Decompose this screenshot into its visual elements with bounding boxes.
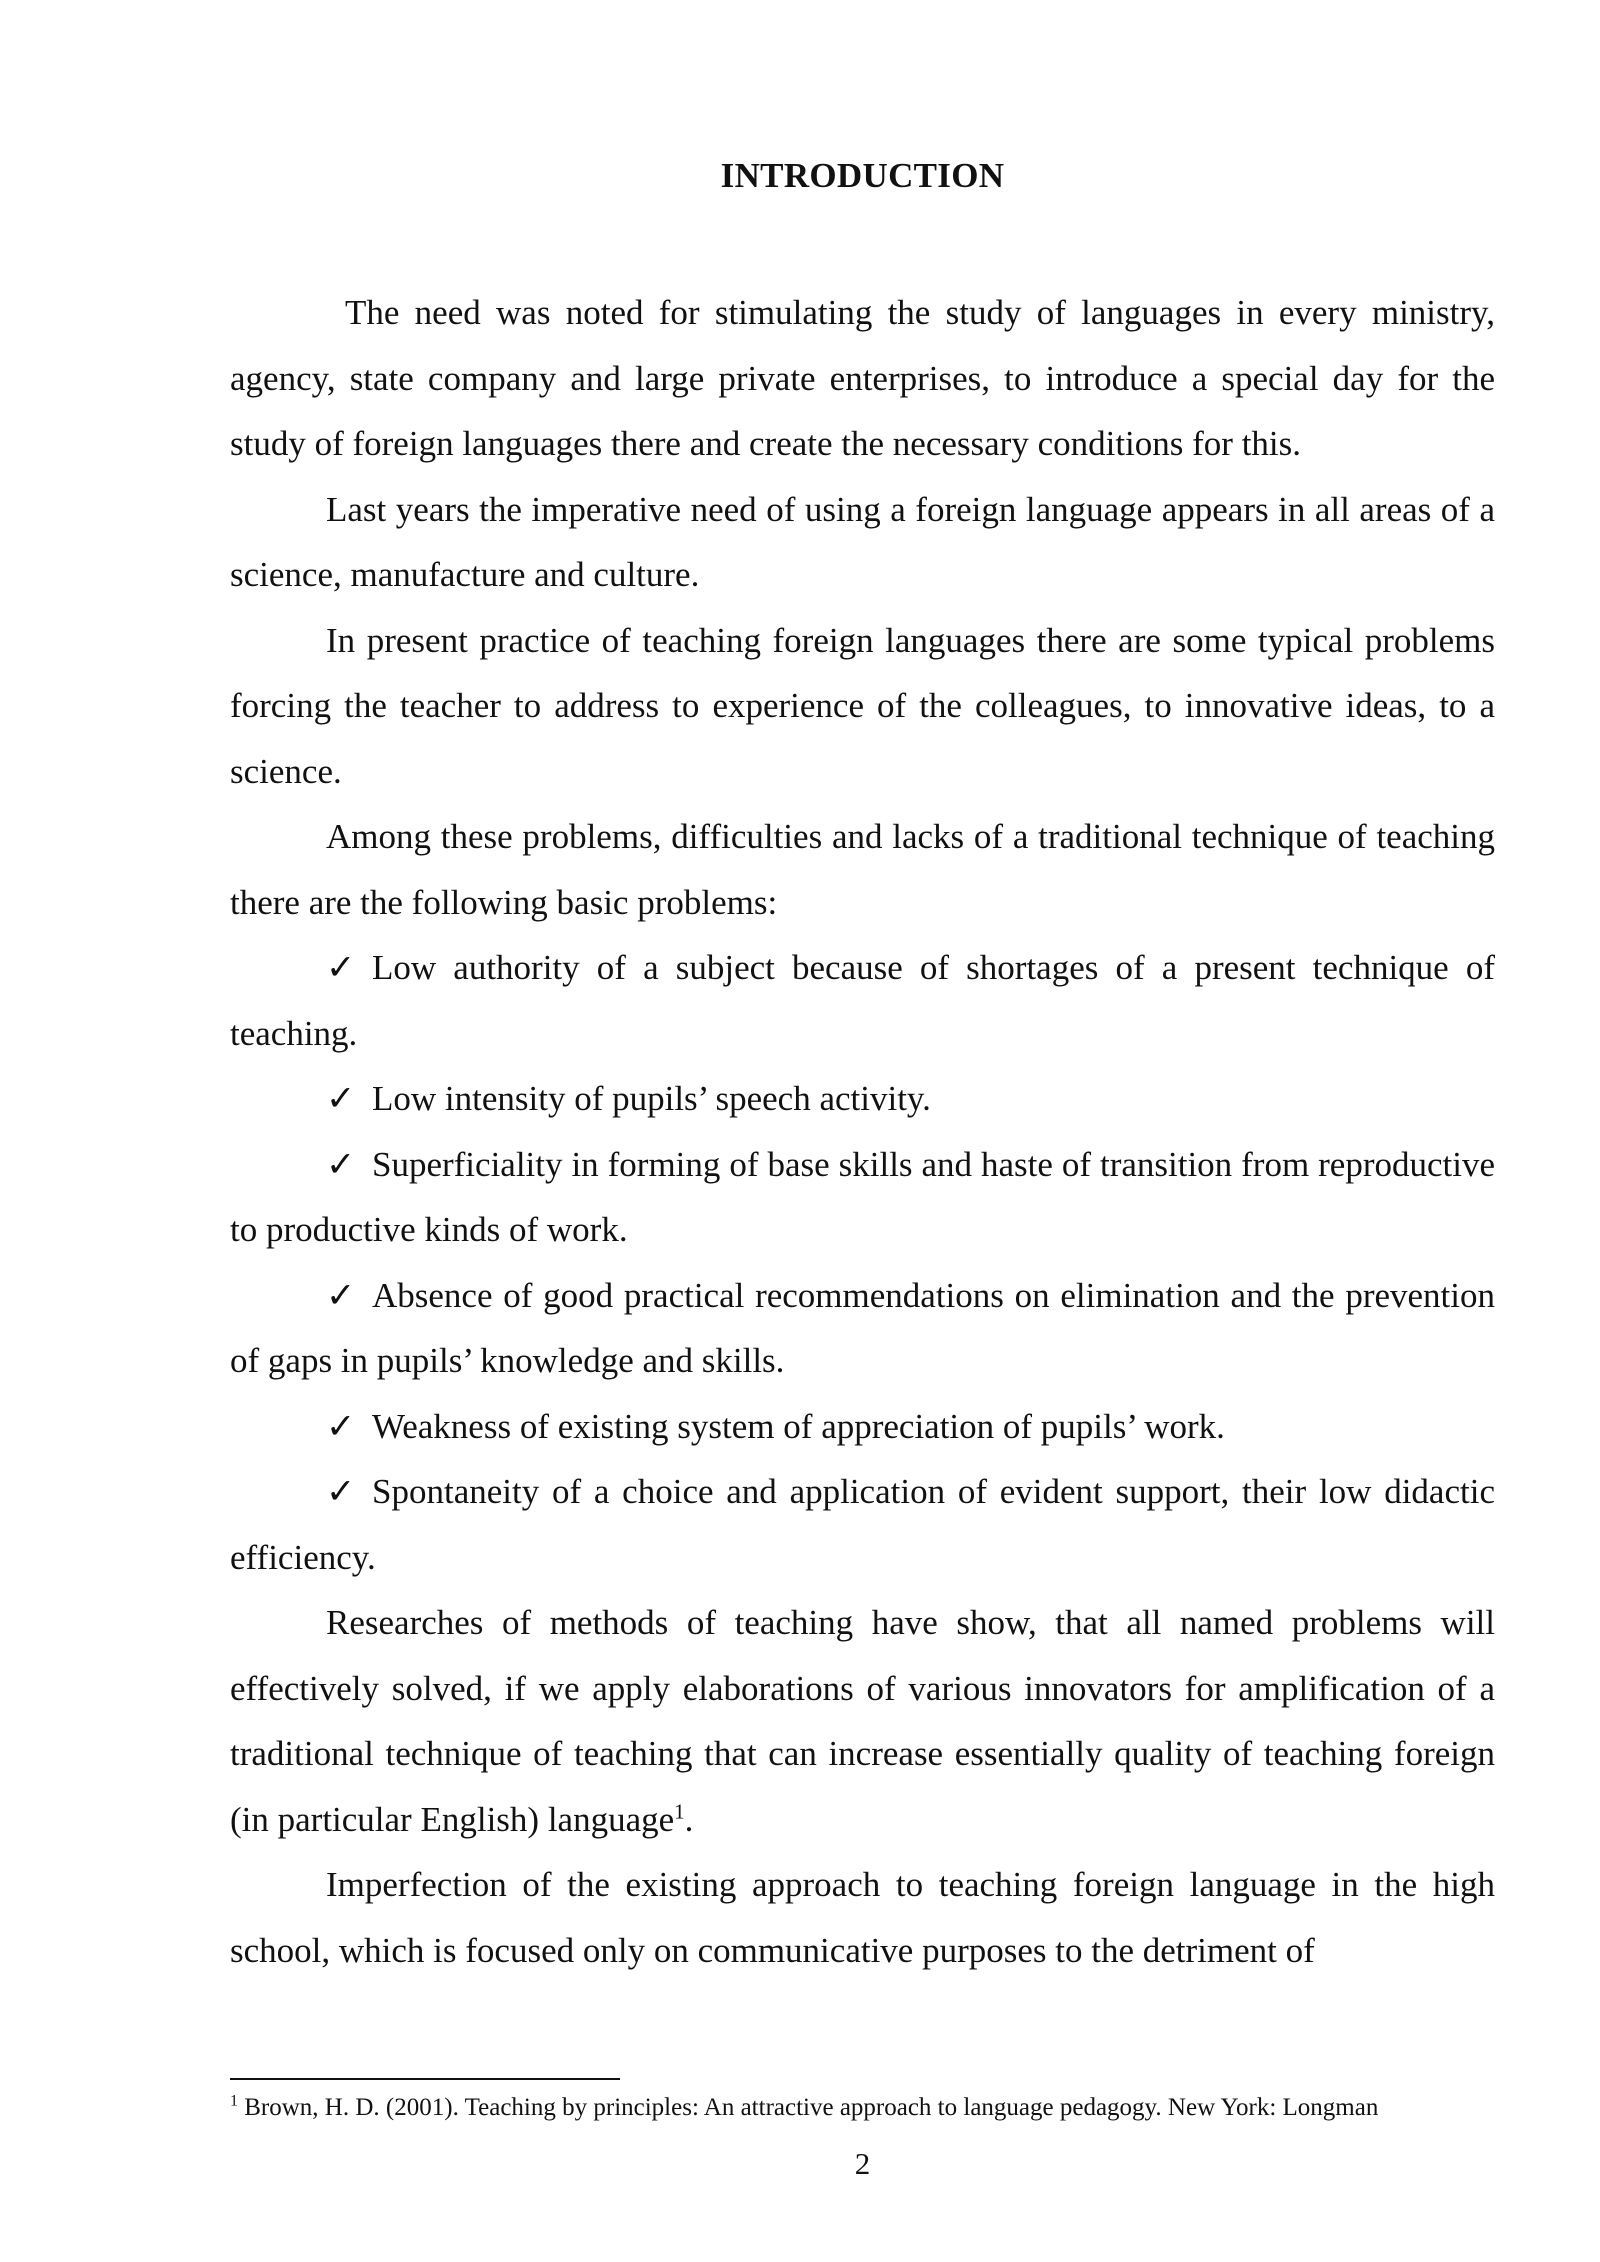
paragraph-3 [230, 608, 1495, 805]
checklist-item-3-text: Superficiality in forming of base skills and haste of transition from reproductive to productive kinds of work. [230, 1144, 1495, 1249]
paragraph-2 [230, 477, 1495, 608]
checklist-item-5 [230, 1394, 1495, 1460]
checkmark-icon: ✓ [326, 1275, 356, 1315]
checklist-item-5-text: Weakness of existing system of appreciation of pupils’ work. [372, 1406, 1225, 1446]
body-text [230, 280, 1495, 1983]
checklist-item-4-text: Absence of good practical recommendations on elimination and the prevention of gaps in pupils’ knowledge and skills. [230, 1275, 1495, 1380]
paragraph-1-text: The need was noted for stimulating the study of languages in every ministry, agency, state company and large private enterprises, to introduce a special day for the study of foreign languages there and create the necessary conditions for this. [230, 293, 1495, 463]
footnote [230, 2090, 1530, 2126]
paragraph-6 [230, 1852, 1495, 1983]
checklist-item-6 [230, 1459, 1495, 1590]
footnote-reference[interactable]: 1 [674, 1798, 685, 1823]
paragraph-5-end: . [684, 1799, 694, 1839]
checklist-item-2-text: Low intensity of pupils’ speech activity. [372, 1079, 931, 1118]
checklist-item-4 [230, 1263, 1495, 1394]
checklist-item-6-text: Spontaneity of a choice and application of evident support, their low didactic efficiency. [230, 1472, 1495, 1577]
checkmark-icon: ✓ [326, 1079, 356, 1118]
paragraph-4 [230, 804, 1495, 935]
paragraph-3-text: In present practice of teaching foreign languages there are some typical problems forcing the teacher to address to experience of the colleagues, to innovative ideas, to a science. [230, 620, 1495, 791]
checklist-item-2 [230, 1066, 1495, 1132]
checkmark-icon: ✓ [326, 1144, 356, 1184]
page-number: 2 [854, 2146, 871, 2181]
checkmark-icon: ✓ [326, 1406, 356, 1446]
paragraph-2-text: Last years the imperative need of using a foreign language appears in all areas of a science, manufacture and culture. [230, 489, 1495, 594]
paragraph-4-text: Among these problems, difficulties and lacks of a traditional technique of teaching there are the following basic problems: [230, 817, 1495, 922]
checkmark-icon: ✓ [326, 1472, 356, 1511]
paragraph-5-text: Researches of methods of teaching have show, that all named problems will effectively solved, if we apply elaborations of various innovators for amplification of a traditional technique of teaching that can increase essentially quality of teaching foreign (in particular English) language [230, 1603, 1495, 1839]
footnote-text: Brown, H. D. (2001). Teaching by principles: An attractive approach to language pedagogy. New York: Longman [244, 2094, 1379, 2121]
footnote-separator [230, 2078, 620, 2080]
checkmark-icon: ✓ [326, 948, 356, 987]
checklist-item-1 [230, 935, 1495, 1066]
section-title: INTRODUCTION [720, 156, 1005, 195]
checklist-item-1-text: Low authority of a subject because of shortages of a present technique of teaching. [230, 948, 1495, 1053]
paragraph-1 [230, 280, 1495, 477]
checklist-item-3 [230, 1132, 1495, 1263]
footnote-marker: 1 [230, 2092, 238, 2110]
paragraph-5 [230, 1590, 1495, 1852]
paragraph-6-text: Imperfection of the existing approach to teaching foreign language in the high school, which is focused only on communicative purposes to the detriment of [230, 1865, 1495, 1970]
